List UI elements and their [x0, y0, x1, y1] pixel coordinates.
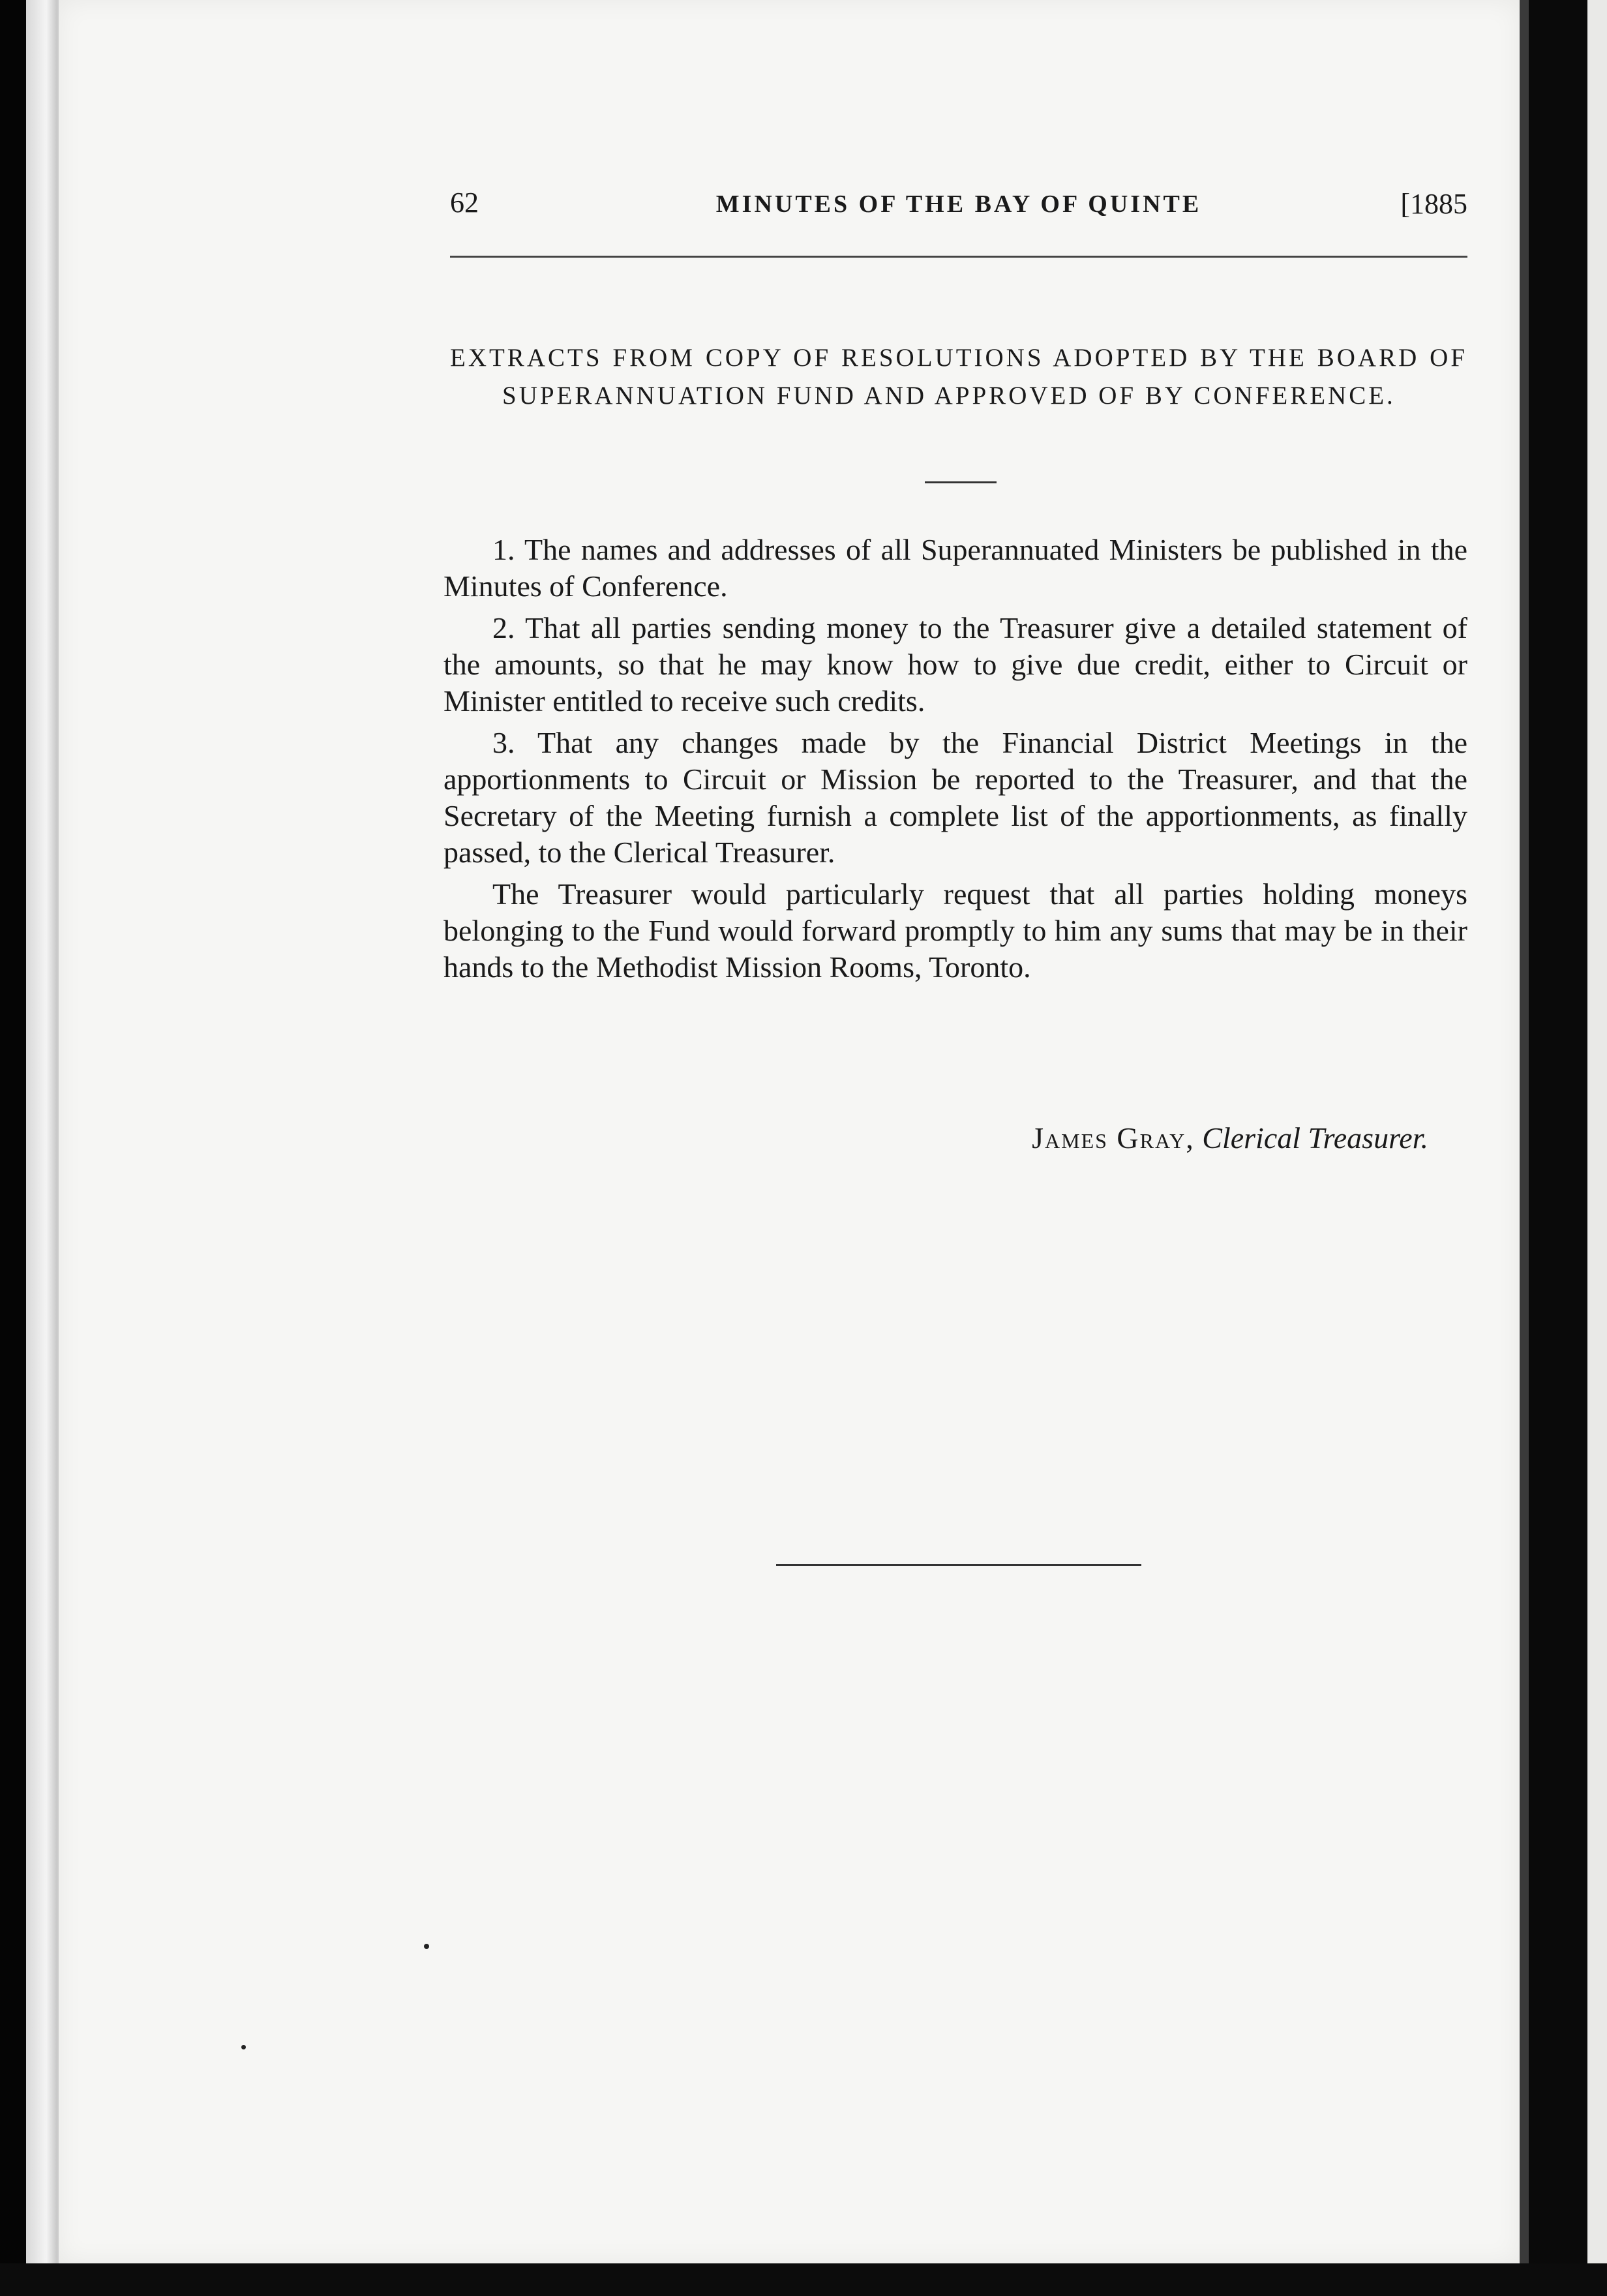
running-title: MINUTES OF THE BAY OF QUINTE [715, 190, 1202, 218]
signature-title: Clerical Treasurer. [1202, 1121, 1428, 1155]
signature-name: James Gray, [1032, 1121, 1195, 1155]
resolution-2: 2. That all parties sending money to the Treasurer give a detailed statement of the amounts, so that he may know how to give due credit, either to Circuit or Minister entitled to receive such credits. [443, 611, 1467, 718]
running-head [450, 186, 1467, 232]
gutter-shadow [1520, 0, 1529, 2263]
facing-page-sliver [1587, 0, 1607, 2263]
page-number: 62 [450, 187, 479, 219]
section-heading: EXTRACTS FROM COPY OF RESOLUTIONS ADOPTED BY THE BOARD OF SUPERANNUATION FUND AND APPROVED OF BY CONFERENCE. [450, 344, 1467, 410]
body-text [443, 532, 1467, 991]
signature [430, 1121, 1428, 1155]
year-mark: [1885 [1400, 188, 1467, 220]
header-rule [450, 256, 1467, 258]
scan-bottom-border [0, 2263, 1607, 2296]
resolution-3: 3. That any changes made by the Financial District Meetings in the apportionments to Circuit or Mission be reported to the Treasurer, and that the Secretary of the Meeting furnish a complete list of the apportionments, as finally passed, to the Clerical Treasurer. [443, 726, 1467, 869]
treasurer-request: The Treasurer would particularly request that all parties holding moneys belonging to the Fund would forward promptly to him any sums that may be in their hands to the Methodist Mission Rooms, Toronto. [443, 877, 1467, 984]
heading-divider [925, 481, 997, 483]
facing-page-edge [1529, 0, 1607, 2263]
end-rule [776, 1564, 1141, 1566]
resolution-1: 1. The names and addresses of all Superannuated Ministers be published in the Minutes of Conference. [443, 533, 1467, 603]
ink-speck [241, 2045, 246, 2049]
ink-speck [424, 1944, 429, 1949]
